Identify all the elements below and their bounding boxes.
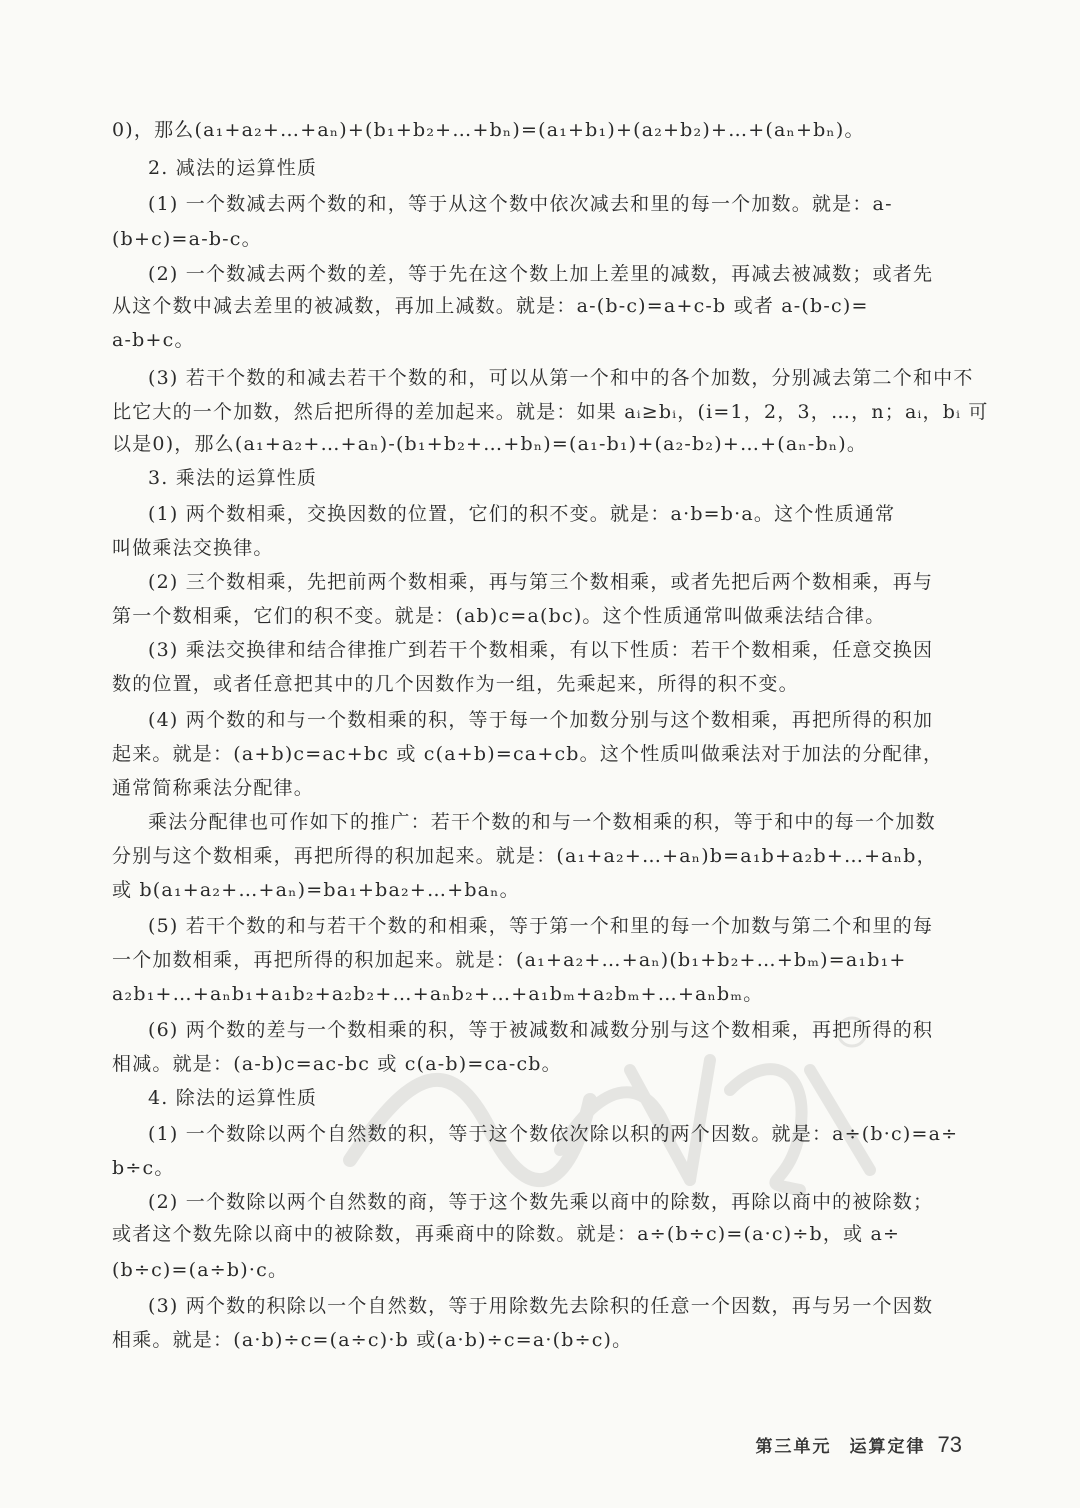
body-line: 叫做乘法交换律。 bbox=[112, 537, 274, 559]
body-line: (3) 乘法交换律和结合律推广到若干个数相乘，有以下性质：若干个数相乘，任意交换因 bbox=[148, 639, 934, 661]
body-line: 起来。就是：(a+b)c=ac+bc 或 c(a+b)=ca+cb。这个性质叫做乘法对于加法的分配律， bbox=[112, 743, 944, 765]
body-line: (3) 两个数的积除以一个自然数，等于用除数先去除积的任意一个因数，再与另一个因数 bbox=[148, 1295, 934, 1317]
body-line: (6) 两个数的差与一个数相乘的积，等于被减数和减数分别与这个数相乘，再把所得的积 bbox=[148, 1019, 934, 1041]
body-line: (1) 一个数除以两个自然数的积，等于这个数依次除以积的两个因数。就是：a÷(b·c)=a÷ bbox=[148, 1123, 959, 1145]
body-line: (2) 一个数减去两个数的差，等于先在这个数上加上差里的减数，再减去被减数；或者先 bbox=[148, 263, 934, 285]
section-heading: 4. 除法的运算性质 bbox=[148, 1087, 318, 1109]
body-line: 乘法分配律也可作如下的推广：若干个数的和与一个数相乘的积，等于和中的每一个加数 bbox=[148, 811, 936, 833]
body-line: 或者这个数先除以商中的被除数，再乘商中的除数。就是：a÷(b÷c)=(a·c)÷b，或 a÷ bbox=[112, 1223, 901, 1245]
body-line: (2) 三个数相乘，先把前两个数相乘，再与第三个数相乘，或者先把后两个数相乘，再与 bbox=[148, 571, 934, 593]
body-line: a₂b₁+…+aₙb₁+a₁b₂+a₂b₂+…+aₙb₂+…+a₁bₘ+a₂bₘ+…+aₙbₘ。 bbox=[112, 983, 764, 1005]
body-line: 从这个数中减去差里的被减数，再加上减数。就是：a-(b-c)=a+c-b 或者 a-(b-c)= bbox=[112, 295, 869, 317]
body-line: (1) 一个数减去两个数的和，等于从这个数中依次减去和里的每一个加数。就是：a- bbox=[148, 193, 893, 215]
body-line: 相减。就是：(a-b)c=ac-bc 或 c(a-b)=ca-cb。 bbox=[112, 1053, 562, 1075]
body-line: 分别与这个数相乘，再把所得的积加起来。就是：(a₁+a₂+…+aₙ)b=a₁b+a₂b+…+aₙb， bbox=[112, 845, 937, 867]
body-line: (b÷c)=(a÷b)·c。 bbox=[112, 1259, 289, 1281]
body-line: 以是0)，那么(a₁+a₂+…+aₙ)-(b₁+b₂+…+bₙ)=(a₁-b₁)+(a₂-b₂)+…+(aₙ-bₙ)。 bbox=[112, 433, 868, 455]
body-line: (3) 若干个数的和减去若干个数的和，可以从第一个和中的各个加数，分别减去第二个和中不 bbox=[148, 367, 974, 389]
body-line: 0)，那么(a₁+a₂+…+aₙ)+(b₁+b₂+…+bₙ)=(a₁+b₁)+(a₂+b₂)+…+(aₙ+bₙ)。 bbox=[112, 119, 865, 141]
section-heading: 3. 乘法的运算性质 bbox=[148, 467, 318, 489]
body-line: (4) 两个数的和与一个数相乘的积，等于每一个加数分别与这个数相乘，再把所得的积加 bbox=[148, 709, 934, 731]
body-line: 比它大的一个加数，然后把所得的差加起来。就是：如果 aᵢ≥bᵢ，(i=1，2，3，…，n；aᵢ，bᵢ 可 bbox=[112, 401, 989, 423]
body-line: 一个加数相乘，再把所得的积加起来。就是：(a₁+a₂+…+aₙ)(b₁+b₂+…+bₘ)=a₁b₁+ bbox=[112, 949, 907, 971]
body-line: b÷c。 bbox=[112, 1157, 175, 1179]
footer-title: 运算定律 bbox=[849, 1437, 926, 1457]
body-line: (1) 两个数相乘，交换因数的位置，它们的积不变。就是：a·b=b·a。这个性质通常 bbox=[148, 503, 896, 525]
section-heading: 2. 减法的运算性质 bbox=[148, 157, 318, 179]
body-line: (5) 若干个数的和与若干个数的和相乘，等于第一个和里的每一个加数与第二个和里的每 bbox=[148, 915, 934, 937]
body-line: 或 b(a₁+a₂+…+aₙ)=ba₁+ba₂+…+baₙ。 bbox=[112, 879, 520, 901]
body-line: a-b+c。 bbox=[112, 329, 195, 351]
body-line: 相乘。就是：(a·b)÷c=(a÷c)·b 或(a·b)÷c=a·(b÷c)。 bbox=[112, 1329, 633, 1351]
page-number: 73 bbox=[937, 1432, 962, 1457]
body-line: 通常简称乘法分配律。 bbox=[112, 777, 315, 799]
body-line: (2) 一个数除以两个自然数的商，等于这个数先乘以商中的除数，再除以商中的被除数； bbox=[148, 1191, 934, 1213]
page-footer bbox=[756, 1432, 962, 1458]
footer-unit: 第三单元 bbox=[755, 1437, 832, 1457]
body-line: 数的位置，或者任意把其中的几个因数作为一组，先乘起来，所得的积不变。 bbox=[112, 673, 799, 695]
body-line: 第一个数相乘，它们的积不变。就是：(ab)c=a(bc)。这个性质通常叫做乘法结合律。 bbox=[112, 605, 886, 627]
body-line: (b+c)=a-b-c。 bbox=[112, 228, 262, 250]
